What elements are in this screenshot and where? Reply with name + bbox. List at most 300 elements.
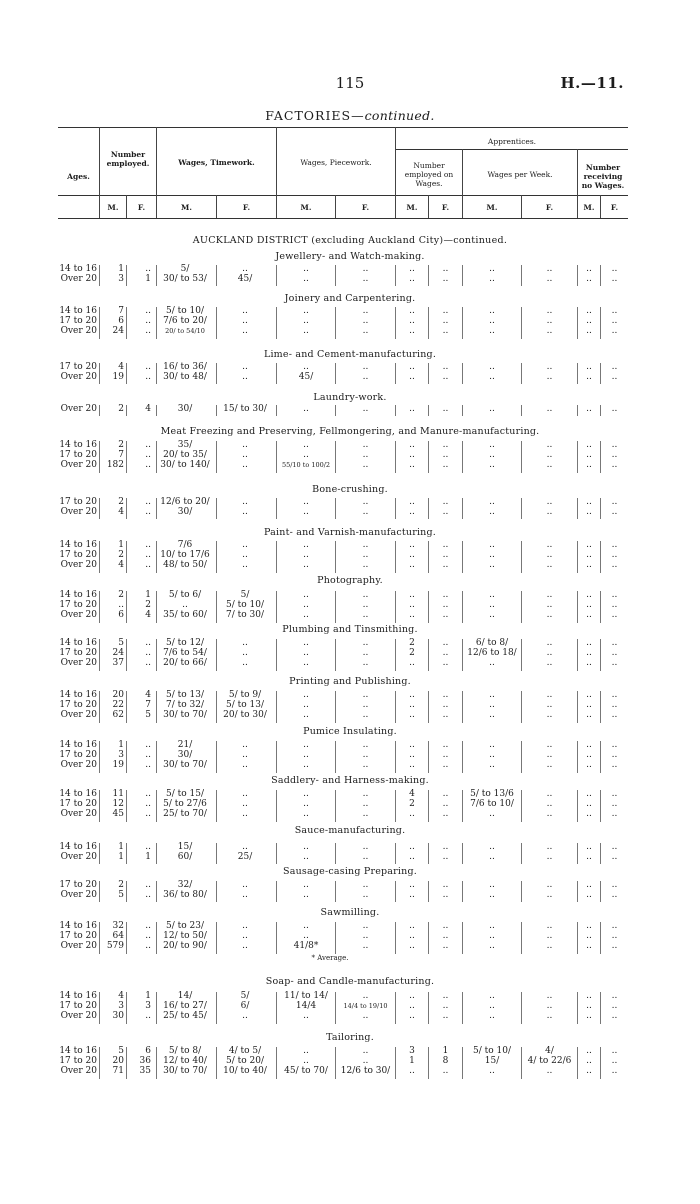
cell-nowage-m: .. [586, 638, 592, 648]
cell-appr-m: .. [409, 450, 415, 461]
cell-time-m: 30/ to 70/ [163, 710, 207, 721]
cell-piece-m: 45/ to 70/ [284, 1066, 328, 1077]
cell-nowage-f: .. [611, 750, 618, 761]
cell-number-m: 7 [118, 450, 124, 461]
cell-nowage-f: .. [611, 316, 618, 327]
column-rule [521, 790, 522, 822]
cell-time-m: 36/ to 80/ [163, 890, 207, 901]
cell-piece-m: .. [303, 610, 309, 621]
cell-appr-f: .. [442, 880, 449, 890]
cell-piece-f: .. [362, 306, 369, 316]
column-rule [600, 1047, 601, 1079]
column-rule [156, 843, 157, 864]
cell-nowage-f: .. [611, 648, 618, 659]
cell-number-f: .. [145, 921, 151, 931]
cell-piece-f: .. [362, 540, 369, 550]
cell-appr-f: .. [442, 941, 449, 952]
cell-nowage-f: .. [611, 590, 618, 600]
cell-number-f: .. [145, 740, 151, 750]
cell-appr-wage-m: .. [489, 750, 495, 761]
column-rule [335, 881, 336, 902]
cell-time-m: 7/6 to 20/ [163, 316, 207, 327]
cell-nowage-m: .. [586, 600, 592, 611]
column-rule [126, 363, 127, 384]
cell-appr-wage-m: .. [489, 809, 495, 820]
cell-nowage-f: .. [611, 1056, 618, 1067]
cell-number-f: .. [145, 497, 151, 507]
column-rule [335, 591, 336, 623]
cell-appr-f: .. [442, 648, 449, 659]
cell-appr-m: .. [409, 690, 415, 700]
column-rule [335, 405, 336, 416]
cell-nowage-f: .. [611, 550, 618, 561]
column-rule [99, 1047, 100, 1079]
cell-time-f: .. [242, 550, 248, 561]
cell-piece-f: .. [362, 941, 369, 952]
cell-number-m: 20 [112, 690, 124, 700]
cell-appr-f: .. [442, 306, 449, 316]
cell-nowage-m: .. [586, 710, 592, 721]
cell-age: Over 20 [60, 1011, 97, 1022]
column-rule [126, 405, 127, 416]
cell-nowage-m: .. [586, 264, 592, 274]
column-rule [395, 790, 396, 822]
cell-appr-wage-m: .. [489, 507, 495, 518]
column-rule [335, 307, 336, 339]
cell-time-m: 30/ [177, 404, 193, 414]
cell-number-f: 1 [145, 590, 151, 600]
section-title: Tailoring. [326, 1032, 374, 1043]
column-rule [216, 922, 217, 954]
cell-appr-m: .. [409, 750, 415, 761]
cell-number-m: 4 [118, 362, 124, 372]
section-title: Sawmilling. [320, 907, 380, 918]
cell-number-f: 4 [145, 404, 151, 414]
cell-appr-wage-f: .. [546, 931, 553, 942]
column-rule [99, 790, 100, 822]
cell-time-f: .. [242, 316, 248, 327]
cell-nowage-f: .. [611, 809, 618, 820]
column-rule [156, 541, 157, 573]
cell-time-f: 5/ to 9/ [228, 690, 262, 700]
cell-piece-f: .. [362, 362, 369, 372]
cell-piece-m: .. [303, 540, 309, 550]
cell-nowage-m: .. [586, 789, 592, 799]
cell-appr-wage-m: .. [489, 991, 495, 1001]
cell-nowage-f: .. [611, 658, 618, 669]
cell-number-f: .. [145, 507, 151, 518]
cell-appr-wage-m: .. [489, 362, 495, 372]
column-rule [335, 541, 336, 573]
cell-age: Over 20 [60, 809, 97, 820]
column-rule [395, 1047, 396, 1079]
header-f: F. [137, 203, 146, 212]
cell-appr-wage-m: .. [489, 710, 495, 721]
column-rule [276, 992, 277, 1024]
header-appr-number-employed: Number employed on Wages. [404, 161, 454, 188]
cell-nowage-m: .. [586, 362, 592, 372]
column-rule [276, 1047, 277, 1079]
cell-age: Over 20 [60, 274, 97, 285]
cell-appr-m: 2 [409, 799, 415, 810]
header-number-no-wages: Number receiving no Wages. [581, 163, 625, 190]
cell-appr-m: .. [409, 316, 415, 327]
cell-time-f: .. [242, 497, 248, 507]
cell-nowage-m: .. [586, 658, 592, 669]
cell-age: Over 20 [60, 658, 97, 669]
cell-piece-m: .. [303, 690, 309, 700]
cell-age: 14 to 16 [59, 690, 97, 700]
cell-number-f: 35 [139, 1066, 151, 1077]
cell-nowage-f: .. [611, 306, 618, 316]
table-row [0, 274, 700, 285]
cell-appr-m: .. [409, 700, 415, 711]
column-rule [126, 992, 127, 1024]
column-rule [600, 992, 601, 1024]
cell-number-m: 19 [112, 372, 124, 383]
cell-nowage-m: .. [586, 750, 592, 761]
column-rule [462, 881, 463, 902]
cell-time-m: .. [182, 600, 188, 611]
column-rule [276, 307, 277, 339]
cell-nowage-f: .. [611, 600, 618, 611]
cell-appr-m: .. [409, 931, 415, 942]
cell-appr-f: .. [442, 750, 449, 761]
cell-appr-f: .. [442, 809, 449, 820]
cell-age: Over 20 [60, 941, 97, 952]
cell-nowage-m: .. [586, 1046, 592, 1056]
cell-number-m: 4 [118, 560, 124, 571]
cell-appr-m: .. [409, 1001, 415, 1012]
cell-piece-m: .. [303, 1056, 309, 1067]
column-rule [521, 307, 522, 339]
cell-piece-m: .. [303, 750, 309, 761]
cell-appr-wage-m: .. [489, 700, 495, 711]
column-rule [600, 498, 601, 519]
cell-piece-f: .. [362, 760, 369, 771]
section-title: Pumice Insulating. [303, 726, 397, 737]
cell-time-m: 12/ to 40/ [163, 1056, 207, 1067]
column-rule [216, 992, 217, 1024]
cell-time-f: 5/ to 10/ [226, 600, 264, 611]
cell-piece-f: .. [362, 931, 369, 942]
cell-nowage-m: .. [586, 274, 592, 285]
cell-appr-m: .. [409, 941, 415, 952]
column-rule [99, 405, 100, 416]
cell-appr-wage-f: .. [546, 921, 553, 931]
column-rule [521, 741, 522, 773]
cell-age: Over 20 [60, 1066, 97, 1077]
cell-age: 17 to 20 [59, 799, 97, 810]
cell-time-f: .. [242, 750, 248, 761]
column-rule [395, 441, 396, 473]
cell-number-f: .. [145, 760, 151, 771]
column-rule [600, 265, 601, 286]
section-title: Sausage-casing Preparing. [283, 866, 417, 877]
cell-appr-f: .. [442, 507, 449, 518]
cell-nowage-m: .. [586, 316, 592, 327]
column-rule [521, 265, 522, 286]
column-rule [126, 881, 127, 902]
cell-appr-m: .. [409, 306, 415, 316]
page-number: 115 [335, 74, 365, 92]
column-rule [577, 405, 578, 416]
cell-piece-f: 14/4 to 19/10 [343, 1002, 388, 1011]
column-rule [156, 591, 157, 623]
header-m: M. [107, 203, 119, 212]
cell-appr-m: .. [409, 890, 415, 901]
cell-nowage-m: .. [586, 648, 592, 659]
column-rule [462, 741, 463, 773]
cell-piece-f: .. [362, 799, 369, 810]
table-row [0, 507, 700, 518]
cell-piece-m: .. [303, 560, 309, 571]
cell-piece-m: .. [303, 590, 309, 600]
cell-appr-wage-m: .. [489, 921, 495, 931]
table-row [0, 658, 700, 669]
cell-nowage-m: .. [586, 440, 592, 450]
cell-appr-wage-m: .. [489, 326, 495, 337]
column-rule [156, 992, 157, 1024]
cell-number-m: 2 [118, 440, 124, 450]
column-rule [395, 741, 396, 773]
cell-appr-wage-m: .. [489, 1001, 495, 1012]
column-rule [428, 790, 429, 822]
header-ages: Ages. [67, 172, 90, 181]
cell-number-m: 20 [112, 1056, 124, 1067]
cell-piece-m: .. [303, 880, 309, 890]
cell-nowage-m: .. [586, 450, 592, 461]
cell-age: 17 to 20 [59, 316, 97, 327]
cell-time-f: .. [242, 507, 248, 518]
column-rule [600, 441, 601, 473]
cell-appr-m: .. [409, 852, 415, 863]
cell-appr-f: .. [442, 440, 449, 450]
cell-nowage-m: .. [586, 372, 592, 383]
cell-piece-m: .. [303, 740, 309, 750]
cell-appr-m: .. [409, 362, 415, 372]
cell-appr-m: .. [409, 760, 415, 771]
cell-appr-wage-m: 15/ [484, 1056, 500, 1067]
cell-time-f: 5/ [240, 590, 250, 600]
cell-piece-m: .. [303, 1011, 309, 1022]
cell-time-f: 15/ to 30/ [223, 404, 267, 414]
cell-number-m: 6 [118, 316, 124, 327]
cell-appr-f: .. [442, 560, 449, 571]
column-rule [462, 843, 463, 864]
cell-age: Over 20 [60, 507, 97, 518]
column-rule [428, 922, 429, 954]
cell-number-m: 5 [118, 1046, 124, 1056]
column-rule [276, 405, 277, 416]
cell-number-f: .. [145, 440, 151, 450]
cell-age: 17 to 20 [59, 600, 97, 611]
column-rule [395, 405, 396, 416]
cell-appr-wage-m: .. [489, 1011, 495, 1022]
header-appr-wages-week: Wages per Week. [487, 170, 553, 179]
cell-piece-f: .. [362, 1056, 369, 1067]
cell-appr-m: .. [409, 1011, 415, 1022]
cell-appr-wage-f: .. [546, 710, 553, 721]
table-row [0, 852, 700, 863]
column-rule [577, 881, 578, 902]
cell-nowage-m: .. [586, 306, 592, 316]
cell-piece-f: .. [362, 550, 369, 561]
cell-number-f: 3 [145, 1001, 151, 1012]
header-m: M. [181, 203, 192, 212]
column-rule [156, 691, 157, 723]
cell-time-m: 35/ to 60/ [163, 610, 207, 621]
column-rule [428, 307, 429, 339]
cell-appr-wage-m: .. [489, 372, 495, 383]
cell-time-f: 7/ to 30/ [226, 610, 264, 621]
cell-nowage-m: .. [586, 326, 592, 337]
table-row [0, 560, 700, 571]
cell-appr-wage-m: .. [489, 550, 495, 561]
cell-appr-wage-m: .. [489, 600, 495, 611]
cell-time-f: .. [242, 799, 248, 810]
column-rule [156, 441, 157, 473]
cell-appr-wage-f: .. [546, 507, 553, 518]
cell-appr-f: .. [442, 497, 449, 507]
cell-appr-m: .. [409, 610, 415, 621]
column-rule [521, 441, 522, 473]
cell-number-f: .. [145, 460, 151, 471]
cell-nowage-m: .. [586, 842, 592, 852]
cell-nowage-f: .. [611, 362, 618, 372]
cell-number-f: .. [145, 799, 151, 810]
column-rule [521, 843, 522, 864]
cell-appr-f: .. [442, 890, 449, 901]
cell-time-m: 30/ to 70/ [163, 1066, 207, 1077]
cell-appr-wage-f: .. [546, 497, 553, 507]
cell-appr-wage-f: .. [546, 658, 553, 669]
column-rule [462, 1047, 463, 1079]
column-rule [276, 790, 277, 822]
cell-time-m: 12/6 to 20/ [160, 497, 210, 507]
column-rule [521, 498, 522, 519]
cell-appr-f: .. [442, 799, 449, 810]
cell-nowage-m: .. [586, 760, 592, 771]
table-row [0, 404, 700, 415]
cell-appr-wage-m: .. [489, 880, 495, 890]
column-rule [600, 790, 601, 822]
column-rule [99, 741, 100, 773]
cell-age: Over 20 [60, 852, 97, 863]
column-rule [428, 1047, 429, 1079]
header-f: F. [441, 203, 450, 212]
cell-number-f: 1 [145, 274, 151, 285]
cell-piece-m: 55/10 to 100/2 [281, 461, 331, 470]
column-rule [126, 790, 127, 822]
cell-nowage-f: .. [611, 1066, 618, 1077]
header-number-employed: Number employed. [106, 150, 150, 168]
cell-nowage-m: .. [586, 1066, 592, 1077]
header-f: F. [610, 203, 619, 212]
column-rule [216, 265, 217, 286]
cell-time-f: .. [242, 880, 248, 890]
column-rule [521, 639, 522, 671]
cell-number-m: 2 [118, 880, 124, 890]
column-rule [276, 591, 277, 623]
cell-time-m: 5/ [180, 264, 190, 274]
cell-appr-m: 3 [409, 1046, 415, 1056]
cell-time-m: 48/ to 50/ [163, 560, 207, 571]
cell-nowage-f: .. [611, 921, 618, 931]
cell-piece-m: .. [303, 760, 309, 771]
column-rule [99, 541, 100, 573]
column-rule [395, 498, 396, 519]
column-rule [216, 307, 217, 339]
column-rule [216, 541, 217, 573]
column-rule [156, 639, 157, 671]
column-rule [428, 843, 429, 864]
column-rule [577, 992, 578, 1024]
cell-number-m: 2 [118, 404, 124, 414]
column-rule [600, 541, 601, 573]
column-rule [395, 639, 396, 671]
cell-number-m: 1 [118, 264, 124, 274]
table-row [0, 760, 700, 771]
cell-appr-f: .. [442, 789, 449, 799]
cell-nowage-m: .. [586, 852, 592, 863]
cell-appr-m: .. [409, 440, 415, 450]
cell-appr-m: .. [409, 404, 415, 414]
cell-appr-f: .. [442, 710, 449, 721]
cell-piece-m: .. [303, 362, 309, 372]
table-row [0, 610, 700, 621]
cell-nowage-m: .. [586, 690, 592, 700]
header-apprentices: Apprentices. [487, 137, 537, 146]
cell-piece-f: .. [362, 921, 369, 931]
cell-nowage-m: .. [586, 799, 592, 810]
cell-piece-f: .. [362, 880, 369, 890]
cell-appr-f: .. [442, 921, 449, 931]
cell-piece-m: .. [303, 648, 309, 659]
column-rule [99, 307, 100, 339]
column-rule [156, 881, 157, 902]
cell-age: 14 to 16 [59, 540, 97, 550]
cell-appr-wage-f: .. [546, 690, 553, 700]
cell-appr-wage-f: .. [546, 404, 553, 414]
cell-piece-m: 11/ to 14/ [284, 991, 328, 1001]
cell-appr-wage-f: .. [546, 316, 553, 327]
column-rule [99, 265, 100, 286]
cell-piece-f: .. [362, 440, 369, 450]
cell-nowage-f: .. [611, 1011, 618, 1022]
column-rule [428, 881, 429, 902]
column-rule [216, 441, 217, 473]
column-rule [126, 307, 127, 339]
column-rule [462, 265, 463, 286]
cell-number-m: 2 [118, 497, 124, 507]
cell-appr-wage-m: .. [489, 590, 495, 600]
cell-appr-m: .. [409, 710, 415, 721]
cell-number-m: 64 [112, 931, 124, 942]
cell-appr-wage-f: .. [546, 842, 553, 852]
cell-appr-wage-m: .. [489, 658, 495, 669]
column-rule [126, 265, 127, 286]
column-rule [462, 307, 463, 339]
cell-appr-wage-f: .. [546, 789, 553, 799]
cell-time-f: 5/ to 13/ [226, 700, 264, 711]
cell-nowage-m: .. [586, 809, 592, 820]
cell-number-f: .. [145, 750, 151, 761]
cell-time-m: 30/ [177, 507, 193, 518]
cell-appr-wage-f: .. [546, 362, 553, 372]
cell-appr-wage-f: .. [546, 1011, 553, 1022]
cell-piece-m: .. [303, 497, 309, 507]
